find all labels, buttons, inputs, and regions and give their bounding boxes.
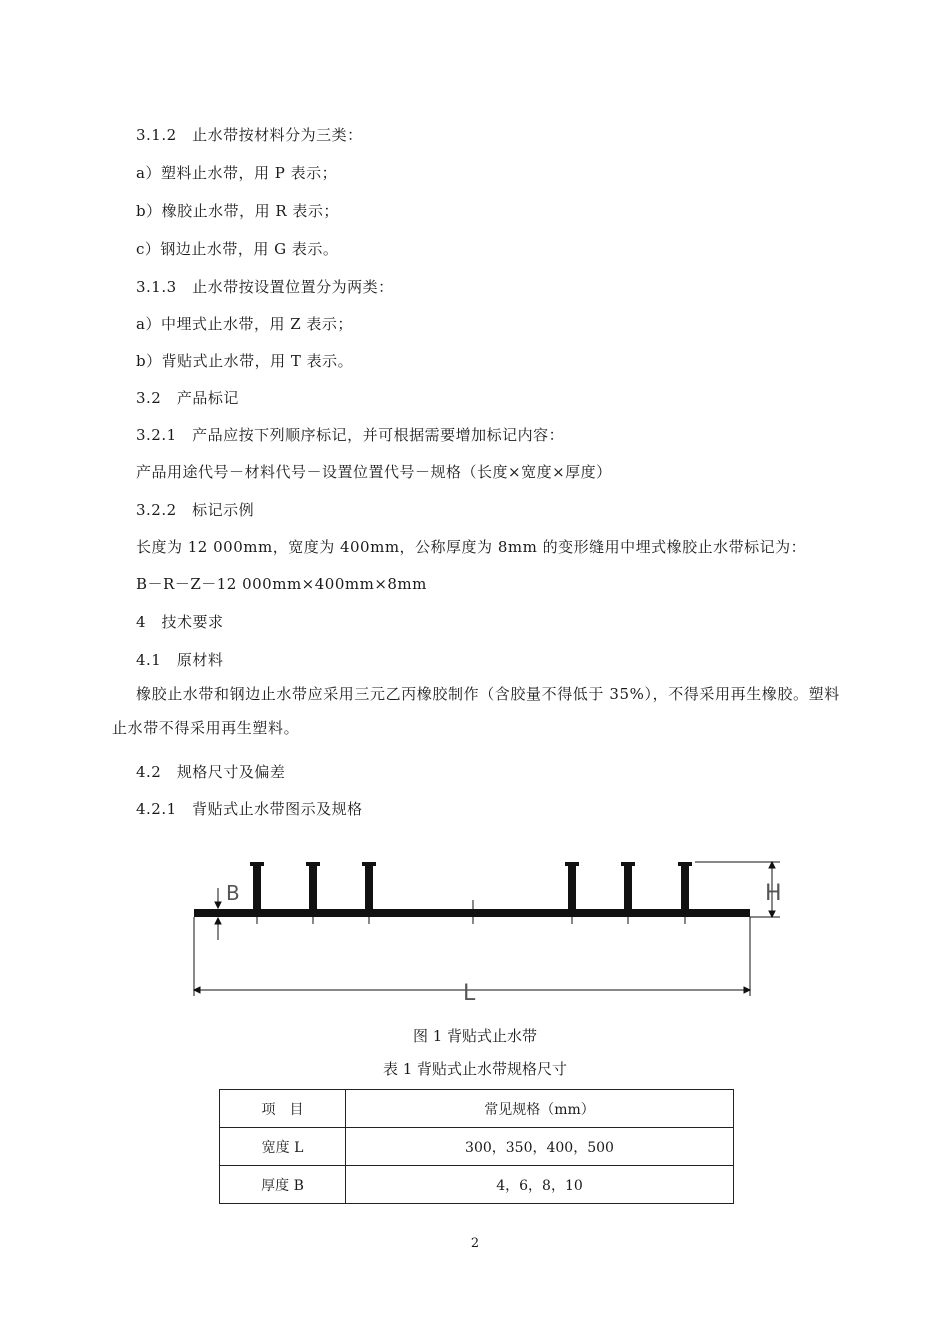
marking-example-text: 长度为 12 000mm，宽度为 400mm，公称厚度为 8mm 的变形缝用中埋式橡胶止水带标记为： [136,538,807,556]
marking-example-code: B－R－Z－12 000mm×400mm×8mm [136,575,427,593]
waterstop-diagram [180,850,790,1005]
section-3-2-2-heading: 3.2.2 标记示例 [136,501,255,519]
label-l: L [463,981,476,1005]
table-row [220,1128,734,1166]
table-caption: 表 1 背贴式止水带规格尺寸 [382,1060,568,1078]
label-b: B [226,881,240,905]
row-label-thickness: 厚度 B [220,1166,346,1204]
label-h: H [765,881,782,906]
header-spec: 常见规格（mm） [346,1090,734,1128]
section-4-2-1-heading: 4.2.1 背贴式止水带图示及规格 [136,800,363,818]
section-3-2-heading: 3.2 产品标记 [136,389,239,407]
header-item: 项 目 [220,1090,346,1128]
list-item-a-plastic: a）塑料止水带，用 P 表示； [136,164,338,182]
section-3-1-3-heading: 3.1.3 止水带按设置位置分为两类： [136,278,394,296]
section-3-2-1-heading: 3.2.1 产品应按下列顺序标记，并可根据需要增加标记内容： [136,426,565,444]
page-number: 2 [470,1236,480,1251]
list-item-c-steel-edge: c）钢边止水带，用 G 表示。 [136,240,339,258]
base-strip [194,909,750,917]
list-item-b-back-attached: b）背贴式止水带，用 T 表示。 [136,352,354,370]
list-item-b-rubber: b）橡胶止水带，用 R 表示； [136,202,339,220]
section-4-heading: 4 技术要求 [136,613,224,631]
row-label-width: 宽度 L [220,1128,346,1166]
figure-caption: 图 1 背贴式止水带 [412,1027,538,1045]
section-3-1-2-heading: 3.1.2 止水带按材料分为三类： [136,126,363,144]
spec-table [219,1089,734,1204]
section-4-1-heading: 4.1 原材料 [136,651,224,669]
raw-material-paragraph: 橡胶止水带和钢边止水带应采用三元乙丙橡胶制作（含胶量不得低于 35%），不得采用再生橡胶。塑料止水带不得采用再生塑料。 [112,685,840,737]
marking-order-text: 产品用途代号－材料代号－设置位置代号－规格（长度×宽度×厚度） [136,463,612,481]
ribs [250,862,692,911]
row-value-thickness: 4，6，8，10 [346,1166,734,1204]
list-item-a-embedded: a）中埋式止水带，用 Z 表示； [136,315,353,333]
section-4-2-heading: 4.2 规格尺寸及偏差 [136,763,286,781]
table-header-row [220,1090,734,1128]
row-value-width: 300，350，400，500 [346,1128,734,1166]
table-row [220,1166,734,1204]
